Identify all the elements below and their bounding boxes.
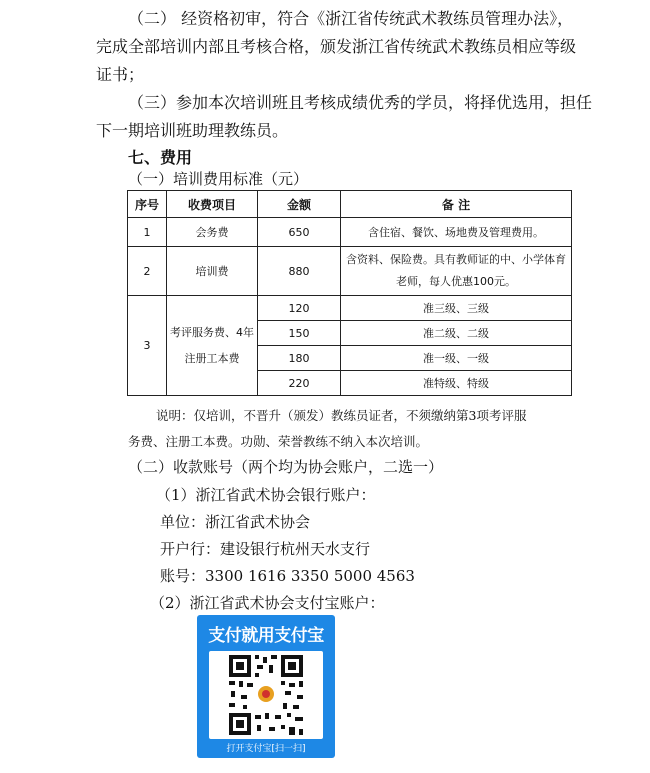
cell-note: 准三级、三级 (341, 296, 572, 321)
fee-subtitle: （一）培训费用标准（元） (128, 170, 309, 188)
cell-item: 会务费 (167, 218, 258, 247)
note-line: 老师，每人优惠100元。 (396, 275, 516, 288)
cell-note: 准特级、特级 (341, 371, 572, 396)
header-cell: 金额 (258, 191, 341, 218)
qr-code (209, 651, 323, 739)
cell-item (167, 296, 258, 396)
fee-table (127, 190, 572, 396)
cell-note: 含住宿、餐饮、场地费及管理费用。 (341, 218, 572, 247)
cell-no: 2 (128, 247, 167, 296)
item-line: 注册工本费 (184, 351, 240, 365)
account-unit: 单位：浙江省武术协会 (160, 513, 311, 531)
bank-heading: （1）浙江省武术协会银行账户： (156, 486, 376, 504)
note-line: 务费、注册工本费。功勋、荣誉教练不纳入本次培训。 (128, 434, 429, 449)
table-row (128, 247, 572, 296)
table-row (128, 218, 572, 247)
table-header-row (128, 191, 572, 218)
qr-code-icon (209, 651, 323, 739)
cell-note (341, 247, 572, 296)
section-heading: 七、费用 (128, 148, 193, 167)
text-line: 完成全部培训内部且考核合格，颁发浙江省传统武术教练员相应等级 (96, 37, 577, 56)
account-number: 账号：3300 1616 3350 5000 4563 (160, 567, 415, 585)
text-line: （二） 经资格初审，符合《浙江省传统武术教练员管理办法》， (128, 9, 574, 28)
header-cell: 序号 (128, 191, 167, 218)
text-line: 证书； (96, 65, 145, 84)
account-bank: 开户行：建设银行杭州天水支行 (160, 540, 371, 558)
cell-amount: 650 (258, 218, 341, 247)
cell-note: 准二级、二级 (341, 321, 572, 346)
cell-item: 培训费 (167, 247, 258, 296)
qr-footer: 打开支付宝[扫一扫] (226, 744, 306, 754)
alipay-heading: （2）浙江省武术协会支付宝账户： (150, 594, 385, 612)
cell-amount: 120 (258, 296, 341, 321)
header-cell: 收费项目 (167, 191, 258, 218)
cell-note: 准一级、一级 (341, 346, 572, 371)
cell-no: 3 (128, 296, 167, 396)
header-cell: 备 注 (341, 191, 572, 218)
cell-amount: 180 (258, 346, 341, 371)
table-row (128, 296, 572, 321)
cell-no: 1 (128, 218, 167, 247)
text-line: （三）参加本次培训班且考核成绩优秀的学员，将择优选用，担任 (128, 93, 593, 112)
qr-title: 支付就用支付宝 (208, 626, 324, 646)
note-line: 含资料、保险费。具有教师证的中、小学体育 (346, 253, 566, 266)
cell-amount: 880 (258, 247, 341, 296)
text-line: 下一期培训班助理教练员。 (96, 121, 289, 140)
item-line: 考评服务费、4年 (170, 325, 254, 339)
cell-amount: 220 (258, 371, 341, 396)
alipay-qr-card (197, 615, 335, 758)
account-heading: （二）收款账号（两个均为协会账户，二选一） (128, 458, 444, 476)
cell-amount: 150 (258, 321, 341, 346)
note-line: 说明：仅培训，不晋升（颁发）教练员证者，不须缴纳第3项考评服 (156, 408, 527, 423)
